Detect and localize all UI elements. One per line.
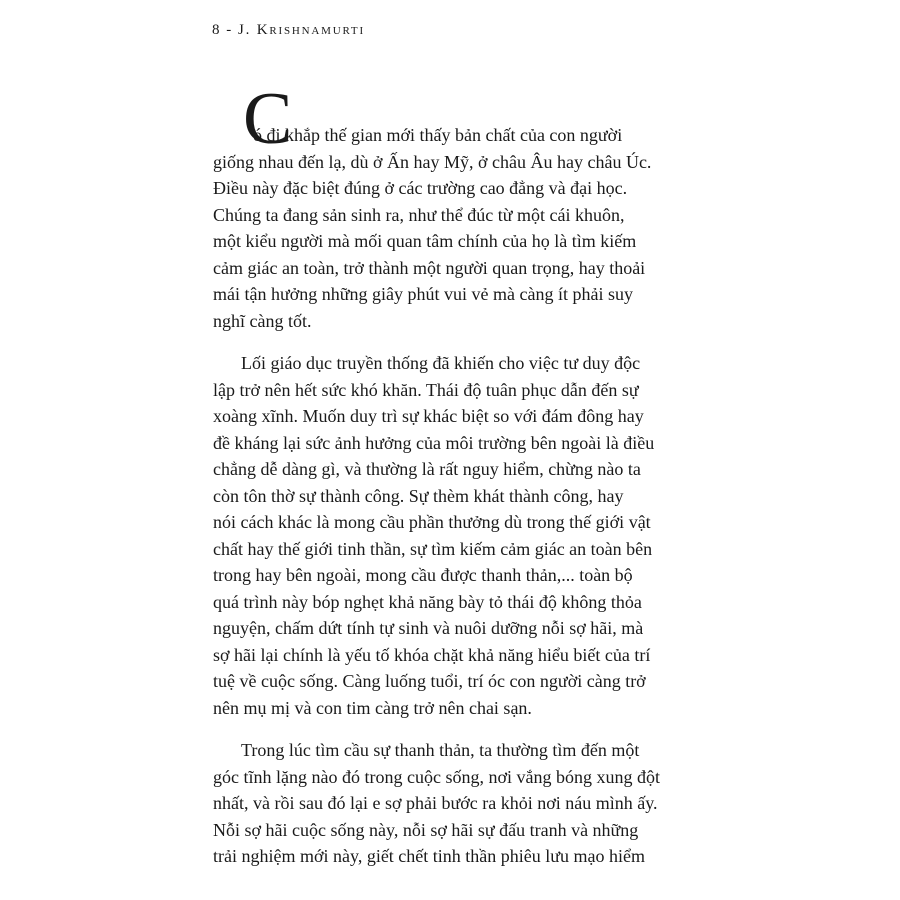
body-text — [213, 78, 688, 870]
paragraph-1-line: cảm giác an toàn, trở thành một người quan trọng, hay thoải — [213, 257, 646, 278]
paragraph-2-line: Lối giáo dục truyền thống đã khiến cho việc tư duy độc — [241, 353, 641, 373]
paragraph-1-line: mái tận hưởng những giây phút vui vẻ mà càng ít phải suy — [213, 284, 633, 304]
paragraph-2-line: quá trình này bóp nghẹt khả năng bày tỏ thái độ không thỏa — [213, 591, 642, 612]
paragraph-1-line: Chúng ta đang sản sinh ra, như thể đúc từ một cái khuôn, — [213, 204, 625, 225]
paragraph-3-line: nhất, và rồi sau đó lại e sợ phải bước ra khỏi nơi náu mình ấy. — [213, 793, 658, 813]
paragraph-3-line: Nỗi sợ hãi cuộc sống này, nỗi sợ hãi sự đấu tranh và những — [213, 819, 639, 840]
paragraph-2-line: xoàng xĩnh. Muốn duy trì sự khác biệt so với đám đông hay — [213, 406, 644, 426]
header-separator: - — [226, 22, 233, 38]
paragraph-2-line: còn tôn thờ sự thành công. Sự thèm khát thành công, hay — [213, 485, 624, 506]
paragraph-2-line: nên mụ mị và con tim càng trở nên chai sạn. — [213, 697, 532, 718]
paragraph-2-line: nói cách khác là mong cầu phần thưởng dù trong thế giới vật — [213, 512, 651, 532]
paragraph-2-line: chẳng dễ dàng gì, và thường là rất nguy hiểm, chừng nào ta — [213, 459, 641, 479]
author-name: J. Krishnamurti — [238, 22, 365, 38]
paragraph-2-line: trong hay bên ngoài, mong cầu được thanh thản,... toàn bộ — [213, 565, 633, 585]
paragraph-2-line: đề kháng lại sức ảnh hưởng của môi trường bên ngoài là điều — [213, 432, 655, 453]
paragraph-1-line: một kiểu người mà mối quan tâm chính của họ là tìm kiếm — [213, 231, 637, 251]
running-head — [212, 22, 365, 39]
paragraph-2-line: tuệ về cuộc sống. Càng luống tuổi, trí óc con người càng trở — [213, 671, 646, 691]
paragraph-2-line: chất hay thế giới tinh thần, sự tìm kiếm cảm giác an toàn bên — [213, 538, 653, 559]
drop-cap: C — [243, 78, 293, 160]
paragraph-2-line: lập trở nên hết sức khó khăn. Thái độ tuân phục dẫn đến sự — [213, 379, 639, 400]
paragraph-2-line: sợ hãi lại chính là yếu tố khóa chặt khả năng hiểu biết của trí — [213, 644, 651, 665]
paragraph-3-line: Trong lúc tìm cầu sự thanh thản, ta thường tìm đến một — [241, 740, 640, 760]
paragraph-1-line-1-text: ó đi khắp thế gian mới thấy bản chất của con người — [253, 125, 623, 145]
paragraph-1-line: nghĩ càng tốt. — [213, 310, 312, 331]
paragraph-gap — [213, 721, 688, 737]
paragraph-gap — [213, 334, 688, 350]
paragraph-3-line: trải nghiệm mới này, giết chết tinh thần phiêu lưu mạo hiểm — [213, 846, 646, 866]
paragraph-1-line-1 — [213, 78, 688, 160]
page-number: 8 — [212, 22, 221, 38]
paragraph-1-line: Điều này đặc biệt đúng ở các trường cao đẳng và đại học. — [213, 178, 628, 198]
paragraph-1-line: giống nhau đến lạ, dù ở Ấn hay Mỹ, ở châu Âu hay châu Úc. — [213, 151, 652, 172]
paragraph-2-line: nguyện, chấm dứt tính tự sinh và nuôi dưỡng nỗi sợ hãi, mà — [213, 618, 644, 638]
paragraph-3-line: góc tĩnh lặng nào đó trong cuộc sống, nơi vắng bóng xung đột — [213, 766, 660, 787]
